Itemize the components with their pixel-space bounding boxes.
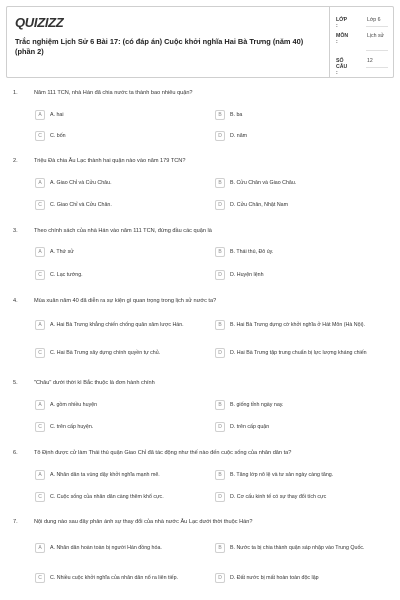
divider xyxy=(366,26,388,27)
option-a[interactable] xyxy=(35,110,200,120)
option-c[interactable] xyxy=(35,422,200,432)
option-badge: D xyxy=(215,348,225,358)
class-value: Lớp 6 xyxy=(367,17,381,23)
option-badge: D xyxy=(215,422,225,432)
option-badge: A xyxy=(35,110,45,120)
option-badge: D xyxy=(215,573,225,583)
option-text: B. giống tỉnh ngày nay. xyxy=(230,401,284,408)
option-badge: B xyxy=(215,400,225,410)
option-text: A. Giao Chỉ và Cửu Châu. xyxy=(50,179,112,186)
question-number: 1. xyxy=(13,90,18,96)
option-badge: C xyxy=(35,348,45,358)
option-text: D. Cơ cấu kinh tế có sự thay đổi tích cực xyxy=(230,493,327,500)
option-b[interactable] xyxy=(215,470,380,480)
option-text: A. gồm nhiều huyện xyxy=(50,401,98,408)
option-text: C. Hai Bà Trưng xây dựng chính quyền tự chủ. xyxy=(50,349,161,356)
option-badge: D xyxy=(215,200,225,210)
option-a[interactable] xyxy=(35,400,200,410)
option-b[interactable] xyxy=(215,247,380,257)
option-a[interactable] xyxy=(35,470,200,480)
option-b[interactable] xyxy=(215,110,380,120)
option-c[interactable] xyxy=(35,492,200,502)
option-badge: D xyxy=(215,492,225,502)
option-badge: B xyxy=(215,320,225,330)
option-d[interactable] xyxy=(215,270,380,280)
option-badge: B xyxy=(215,178,225,188)
option-badge: A xyxy=(35,470,45,480)
option-badge: C xyxy=(35,200,45,210)
option-text: A. Nhân dân hoàn toàn bị người Hán đồng hóa. xyxy=(50,544,162,551)
option-c[interactable] xyxy=(35,270,200,280)
question-number: 3. xyxy=(13,228,18,234)
option-badge: A xyxy=(35,247,45,257)
worksheet-header xyxy=(6,6,394,78)
option-badge: C xyxy=(35,131,45,141)
option-text: D. trên cấp quận xyxy=(230,423,270,430)
option-text: B. Tăng lớp nô lệ và tư sản ngày càng tăng. xyxy=(230,471,334,478)
option-text: B. ba xyxy=(230,111,243,118)
option-c[interactable] xyxy=(35,573,200,583)
option-b[interactable] xyxy=(215,543,380,553)
question-text: Năm 111 TCN, nhà Hán đã chia nước ta thành bao nhiêu quận? xyxy=(34,90,193,96)
divider xyxy=(366,50,388,51)
option-badge: C xyxy=(35,422,45,432)
option-badge: B xyxy=(215,110,225,120)
class-label: LỚP : xyxy=(336,17,347,29)
option-a[interactable] xyxy=(35,320,200,330)
option-badge: C xyxy=(35,492,45,502)
question-text: Triệu Đà chia Âu Lạc thành hai quận nào vào năm 179 TCN? xyxy=(34,158,186,164)
question-text: "Châu" dưới thời kì Bắc thuộc là đơn hành chính xyxy=(34,380,155,386)
question-number: 7. xyxy=(13,519,18,525)
option-d[interactable] xyxy=(215,200,380,210)
option-badge: D xyxy=(215,270,225,280)
question-number: 4. xyxy=(13,298,18,304)
option-text: D. Cửu Chân, Nhật Nam xyxy=(230,201,289,208)
option-d[interactable] xyxy=(215,492,380,502)
option-text: C. Nhiều cuộc khởi nghĩa của nhân dân nổ ra liên tiếp. xyxy=(50,574,179,581)
divider xyxy=(366,67,388,68)
option-badge: A xyxy=(35,320,45,330)
option-badge: B xyxy=(215,470,225,480)
option-text: D. Hai Bà Trưng tập trung chuẩn bị lực lượng kháng chiến xyxy=(230,349,367,356)
option-text: D. Đất nước bị mất hoàn toàn độc lập xyxy=(230,574,319,581)
option-badge: C xyxy=(35,270,45,280)
question-number: 5. xyxy=(13,380,18,386)
subject-label: MÔN : xyxy=(336,33,349,45)
option-d[interactable] xyxy=(215,131,380,141)
option-badge: A xyxy=(35,178,45,188)
subject-value: Lịch sử xyxy=(367,33,385,39)
option-badge: D xyxy=(215,131,225,141)
option-text: C. Lạc tướng. xyxy=(50,271,83,278)
option-b[interactable] xyxy=(215,320,380,330)
option-c[interactable] xyxy=(35,348,200,358)
quizizz-logo: QUIZIZZ xyxy=(15,15,64,30)
option-text: B. Cửu Chân và Giao Châu. xyxy=(230,179,297,186)
option-text: B. Thái thú, Đô úy. xyxy=(230,248,274,255)
option-text: C. Cuộc sống của nhân dân càng thêm khổ cực. xyxy=(50,493,164,500)
option-text: C. trên cấp huyện. xyxy=(50,423,94,430)
option-b[interactable] xyxy=(215,178,380,188)
option-a[interactable] xyxy=(35,247,200,257)
question-text: Mùa xuân năm 40 đã diễn ra sự kiện gì quan trọng trong lịch sử nước ta? xyxy=(34,298,217,304)
option-c[interactable] xyxy=(35,200,200,210)
option-text: A. Hai Bà Trưng khẳng chiến chống quân xâm lược Hán. xyxy=(50,321,184,328)
question-text: Tô Định được cử làm Thái thú quận Giao Chỉ đã tác động như thế nào đến cuộc sống của nhân dân ta? xyxy=(34,450,292,456)
option-d[interactable] xyxy=(215,422,380,432)
option-d[interactable] xyxy=(215,348,380,358)
option-text: B. Hai Bà Trưng dựng cờ khởi nghĩa ở Hát Môn (Hà Nội). xyxy=(230,321,365,328)
question-text: Theo chính sách của nhà Hán vào năm 111 TCN, đứng đầu các quận là xyxy=(34,228,212,234)
meta-panel xyxy=(329,7,395,77)
question-text: Nội dung nào sau đây phản ánh sự thay đổi của nhà nước Âu Lạc dưới thời thuộc Hán? xyxy=(34,519,253,525)
page-title: Trắc nghiệm Lịch Sử 6 Bài 17: (có đáp án) Cuộc khởi nghĩa Hai Bà Trưng (năm 40) (phần 2) xyxy=(15,37,304,56)
question-number: 6. xyxy=(13,450,18,456)
option-c[interactable] xyxy=(35,131,200,141)
option-text: B. Nước ta bị chia thành quận sáp nhập vào Trung Quốc. xyxy=(230,544,365,551)
option-badge: B xyxy=(215,543,225,553)
option-text: A. Nhân dân ta vùng dậy khởi nghĩa mạnh mẽ. xyxy=(50,471,160,478)
count-value: 12 xyxy=(367,58,373,64)
count-label: SỐ CÂU : xyxy=(336,58,348,76)
option-badge: A xyxy=(35,543,45,553)
option-text: A. Thứ sử xyxy=(50,248,74,255)
option-text: A. hai xyxy=(50,111,64,118)
option-text: C. Giao Chỉ và Cửu Chân. xyxy=(50,201,112,208)
option-text: D. Huyện lệnh xyxy=(230,271,264,278)
option-a[interactable] xyxy=(35,178,200,188)
option-badge: B xyxy=(215,247,225,257)
option-b[interactable] xyxy=(215,400,380,410)
option-text: C. bốn xyxy=(50,132,66,139)
option-d[interactable] xyxy=(215,573,380,583)
option-badge: A xyxy=(35,400,45,410)
question-number: 2. xyxy=(13,158,18,164)
option-text: D. năm xyxy=(230,132,248,139)
option-badge: C xyxy=(35,573,45,583)
option-a[interactable] xyxy=(35,543,200,553)
